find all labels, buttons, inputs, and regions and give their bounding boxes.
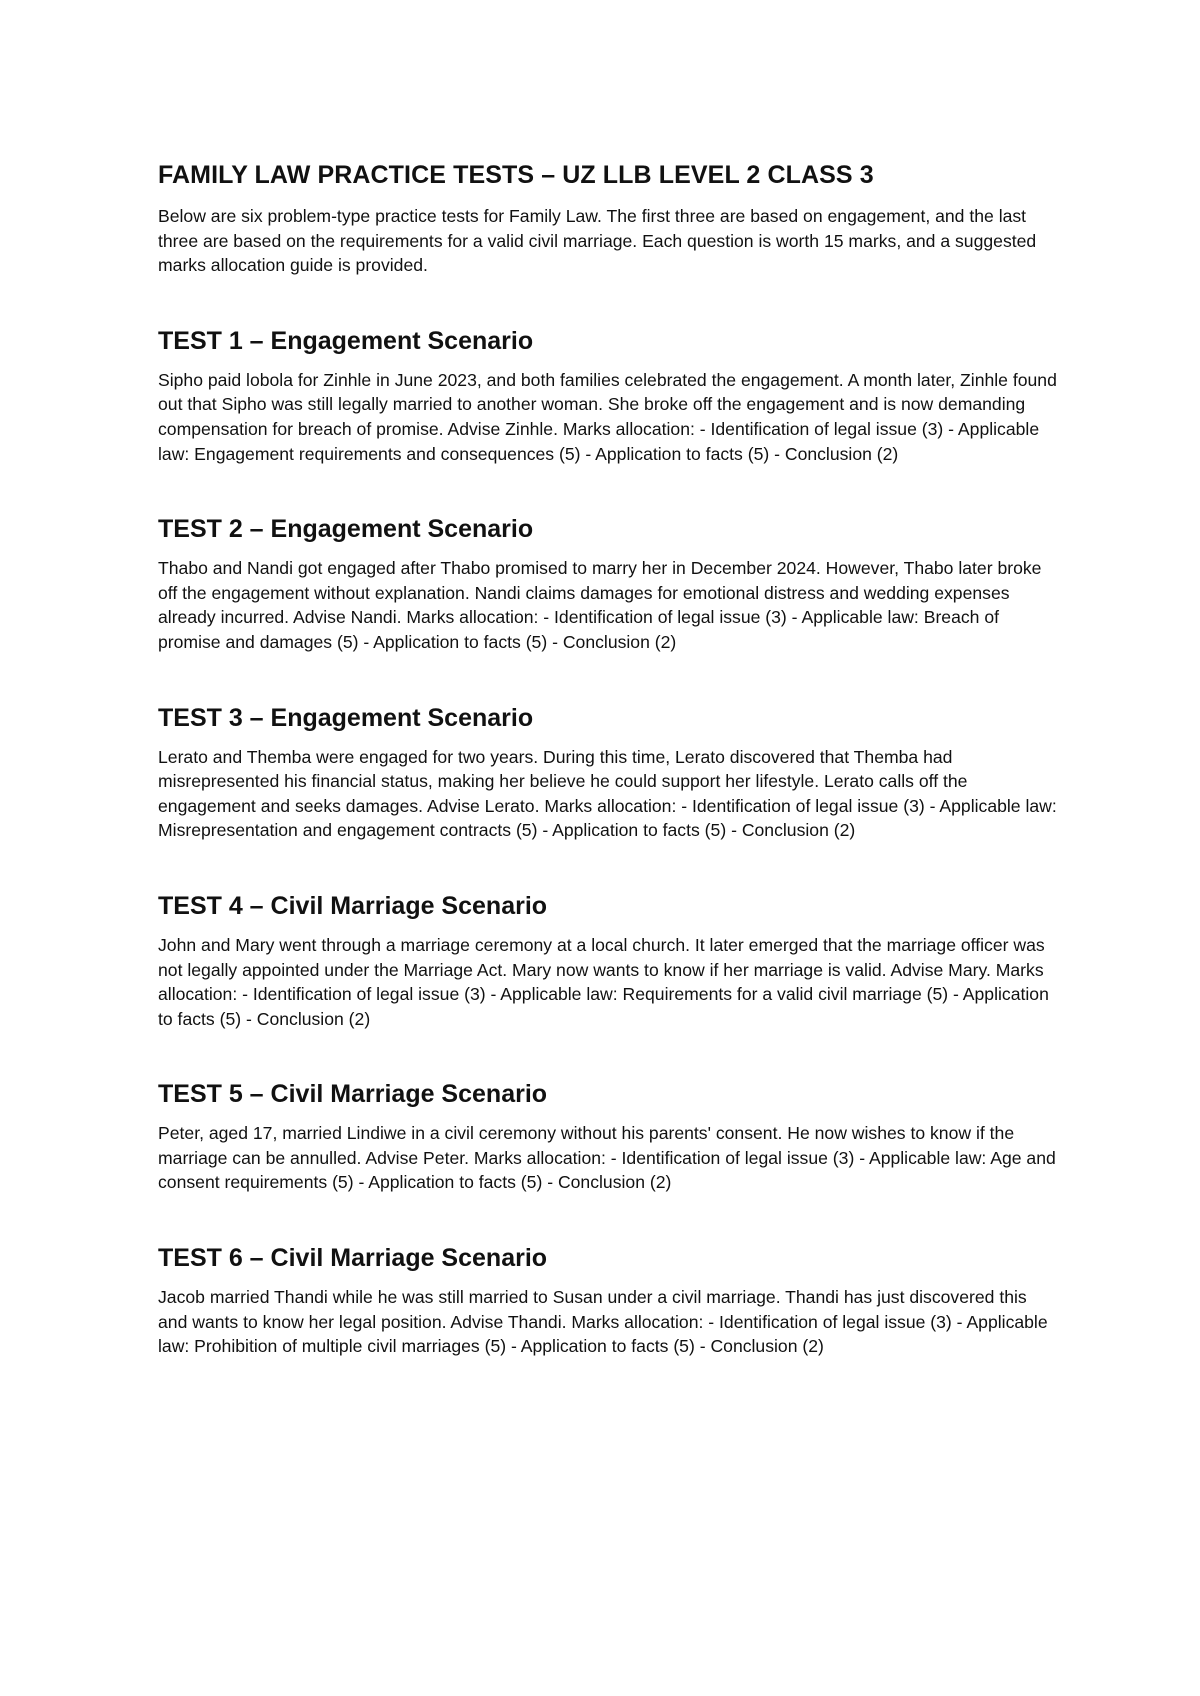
document-page (158, 158, 1058, 1359)
test-body: Lerato and Themba were engaged for two years. During this time, Lerato discovered that Themba had misrepresented his financial status, making her believe he could support her lifestyle. Lerato calls off the engagement and seeks damages. Advise Lerato. Marks allocation: - Identification of legal issue (3) - Applicable law: Misrepresentation and engagement contracts (5) - Application to facts (5) - Conclusion (2) (158, 746, 1057, 841)
test-section-5 (158, 1077, 1058, 1195)
test-body: Sipho paid lobola for Zinhle in June 2023, and both families celebrated the engagement. A month later, Zinhle found out that Sipho was still legally married to another woman. She broke off the engagement and is now demanding compensation for breach of promise. Advise Zinhle. Marks allocation: - Identification of legal issue (3) - Applicable law: Engagement requirements and consequences (5) - Application to facts (5) - Conclusion (2) (158, 369, 1057, 464)
test-section-4 (158, 889, 1058, 1031)
test-heading: TEST 3 – Engagement Scenario (158, 703, 534, 732)
test-body: Jacob married Thandi while he was still married to Susan under a civil marriage. Thandi has just discovered this and wants to know her legal position. Advise Thandi. Marks allocation: - Identification of legal issue (3) - Applicable law: Prohibition of multiple civil marriages (5) - Application to facts (5) - Conclusion (2) (158, 1287, 1048, 1357)
test-heading: TEST 1 – Engagement Scenario (158, 326, 534, 355)
test-body: Thabo and Nandi got engaged after Thabo promised to marry her in December 2024. However, Thabo later broke off the engagement without explanation. Nandi claims damages for emotional distress and wedding expenses already incurred. Advise Nandi. Marks allocation: - Identification of legal issue (3) - Applicable law: Breach of promise and damages (5) - Application to facts (5) - Conclusion (2) (158, 558, 1042, 652)
test-section-1 (158, 324, 1058, 466)
test-body: John and Mary went through a marriage ceremony at a local church. It later emerged that the marriage officer was not legally appointed under the Marriage Act. Mary now wants to know if her marriage is valid. Advise Mary. Marks allocation: - Identification of legal issue (3) - Applicable law: Requirements for a valid civil marriage (5) - Application to facts (5) - Conclusion (2) (158, 934, 1049, 1029)
test-body: Peter, aged 17, married Lindiwe in a civil ceremony without his parents' consent. He now wishes to know if the marriage can be annulled. Advise Peter. Marks allocation: - Identification of legal issue (3) - Applicable law: Age and consent requirements (5) - Application to facts (5) - Conclusion (2) (158, 1123, 1056, 1193)
test-heading: TEST 6 – Civil Marriage Scenario (158, 1244, 548, 1273)
test-section-6 (158, 1241, 1058, 1359)
test-section-2 (158, 512, 1058, 654)
document-title: FAMILY LAW PRACTICE TESTS – UZ LLB LEVEL 2 CLASS 3 (158, 161, 874, 189)
intro-paragraph: Below are six problem-type practice tests for Family Law. The first three are based on engagement, and the last three are based on the requirements for a valid civil marriage. Each question is worth 15 marks, and a suggested marks allocation guide is provided. (158, 206, 1037, 276)
test-heading: TEST 2 – Engagement Scenario (158, 515, 534, 544)
test-heading: TEST 5 – Civil Marriage Scenario (158, 1080, 548, 1109)
test-section-3 (158, 701, 1058, 843)
test-heading: TEST 4 – Civil Marriage Scenario (158, 891, 548, 920)
